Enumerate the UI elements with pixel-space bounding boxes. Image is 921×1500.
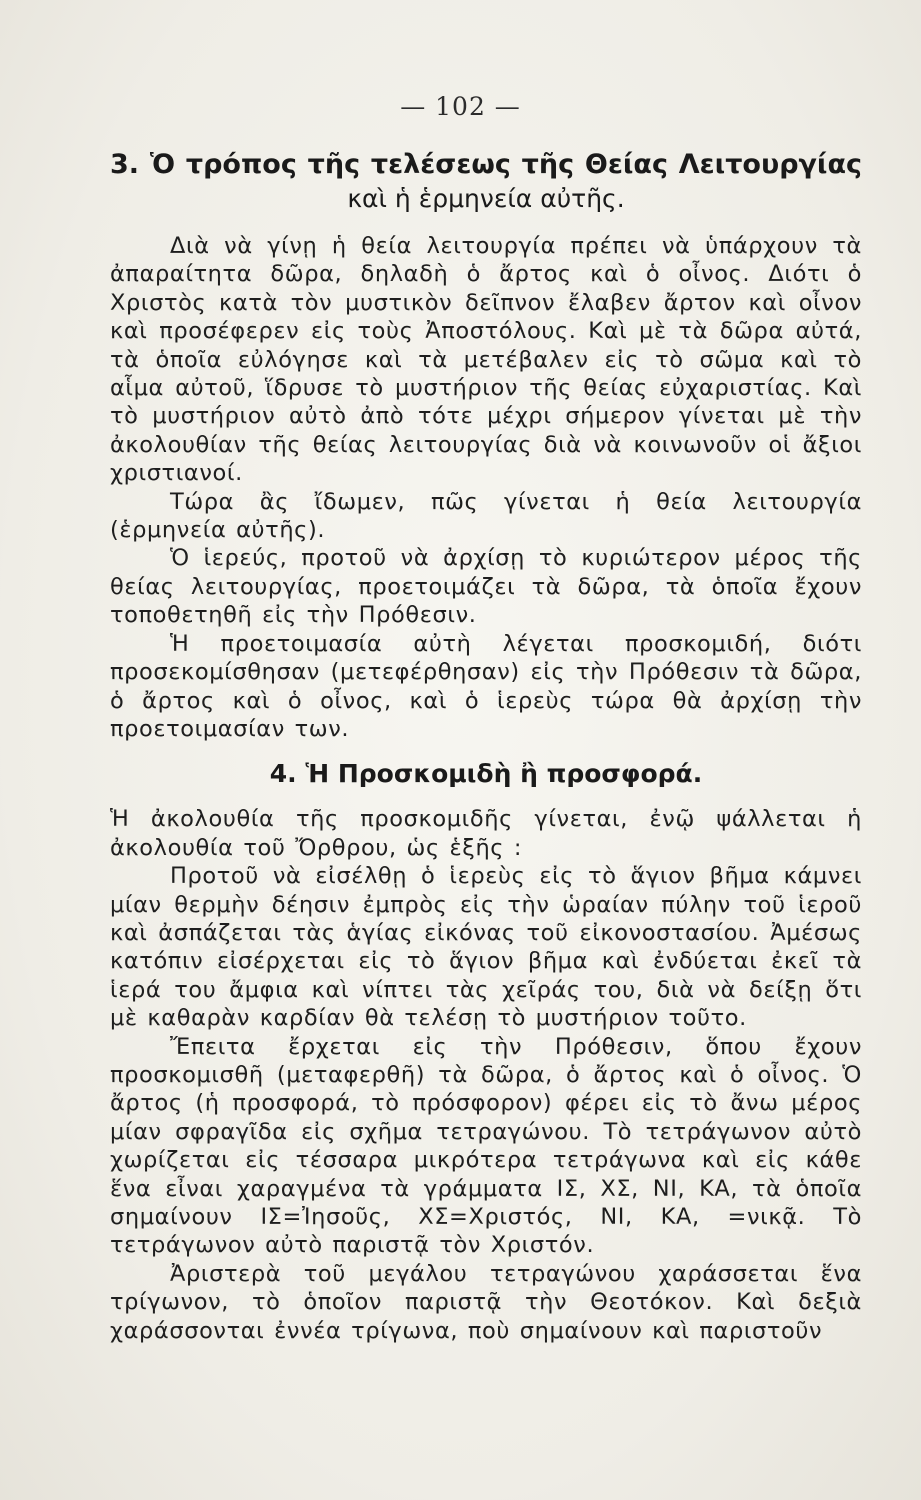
section-4-title: 4. Ἡ Προσκομιδὴ ἢ προσφορά. bbox=[269, 759, 703, 789]
section-3-paragraph-4: Ἡ προετοιμασία αὐτὴ λέγεται προσκομιδή, διότι προσεκομίσθησαν (μετεφέρθησαν) εἰς τὴν Πρόθεσιν τὰ δῶρα, ὁ ἄρτος καὶ ὁ οἶνος, καὶ ὁ ἱερεὺς τώρα θὰ ἀρχίσῃ τὴν προετοιμασίαν των. bbox=[110, 630, 862, 742]
section-3-paragraph-2: Τώρα ἂς ἴδωμεν, πῶς γίνεται ἡ θεία λειτουργία (ἑρμηνεία αὐτῆς). bbox=[110, 488, 862, 544]
section-4-paragraph-1: Ἡ ἀκολουθία τῆς προσκομιδῆς γίνεται, ἐνῷ ψάλλεται ἡ ἀκολουθία τοῦ Ὄρθρου, ὡς ἑξῆς : bbox=[110, 806, 862, 861]
page-number: — 102 — bbox=[400, 92, 521, 121]
section-3-title-line-1: 3. Ὁ τρόπος τῆς τελέσεως τῆς Θείας Λειτουργίας bbox=[110, 149, 862, 180]
section-3-paragraph-1: Διὰ νὰ γίνῃ ἡ θεία λειτουργία πρέπει νὰ ὑπάρχουν τὰ ἀπαραίτητα δῶρα, δηλαδὴ ὁ ἄρτος καὶ ὁ οἶνος. Διότι ὁ Χριστὸς κατὰ τὸν μυστικὸν δεῖπνον ἔλαβεν ἄρτον καὶ οἶνον καὶ προσέφερεν εἰς τοὺς Ἀποστόλους. Καὶ μὲ τὰ δῶρα αὐτά, τὰ ὁποῖα εὐλόγησε καὶ τὰ μετέβαλεν εἰς τὸ σῶμα καὶ τὸ αἷμα αὐτοῦ, ἵδρυσε τὸ μυστήριον τῆς θείας εὐχαριστίας. Καὶ τὸ μυστήριον αὐτὸ ἀπὸ τότε μέχρι σήμερον γίνεται μὲ τὴν ἀκολουθίαν τῆς θείας λειτουργίας διὰ νὰ κοινωνοῦν οἱ ἄξιοι χριστιανοί. bbox=[110, 233, 862, 487]
section-3-title bbox=[110, 148, 862, 216]
section-4-paragraph-2: Προτοῦ νὰ εἰσέλθῃ ὁ ἱερεὺς εἰς τὸ ἅγιον βῆμα κάμνει μίαν θερμὴν δέησιν ἐμπρὸς εἰς τὴν ὡραίαν πύλην τοῦ ἱεροῦ καὶ ἀσπάζεται τὰς ἁγίας εἰκόνας τοῦ εἰκονοστασίου. Ἀμέσως κατόπιν εἰσέρχεται εἰς τὸ ἅγιον βῆμα καὶ ἐνδύεται ἐκεῖ τὰ ἱερά του ἄμφια καὶ νίπτει τὰς χεῖράς του, διὰ νὰ δείξῃ ὅτι μὲ καθαρὰν καρδίαν θὰ τελέσῃ τὸ μυστήριον τοῦτο. bbox=[110, 863, 862, 1032]
section-3-paragraph-3: Ὁ ἱερεύς, προτοῦ νὰ ἀρχίσῃ τὸ κυριώτερον μέρος τῆς θείας λειτουργίας, προετοιμάζει τὰ δῶρα, τὰ ὁποῖα ἔχουν τοποθετηθῆ εἰς τὴν Πρόθεσιν. bbox=[110, 545, 862, 629]
section-4-paragraph-3: Ἔπειτα ἔρχεται εἰς τὴν Πρόθεσιν, ὅπου ἔχουν προσκομισθῆ (μεταφερθῆ) τὰ δῶρα, ὁ ἄρτος καὶ ὁ οἶνος. Ὁ ἄρτος (ἡ προσφορά, τὸ πρόσφορον) φέρει εἰς τὸ ἄνω μέρος μίαν σφραγῖδα εἰς σχῆμα τετραγώνου. Τὸ τετράγωνον αὐτὸ χωρίζεται εἰς τέσσαρα μικρότερα τετράγωνα καὶ εἰς κάθε ἕνα εἶναι χαραγμένα τὰ γράμματα ΙΣ, ΧΣ, ΝΙ, ΚΑ, τὰ ὁποῖα σημαίνουν ΙΣ=Ἰησοῦς, ΧΣ=Χριστός, ΝΙ, ΚΑ, =νικᾷ. Τὸ τετράγωνον αὐτὸ παριστᾷ τὸν Χριστόν. bbox=[110, 1033, 862, 1259]
section-3-title-line-2: καὶ ἡ ἑρμηνεία αὐτῆς. bbox=[347, 184, 625, 213]
page-body bbox=[110, 148, 862, 1345]
section-4-paragraph-4: Ἀριστερὰ τοῦ μεγάλου τετραγώνου χαράσσεται ἕνα τρίγωνον, τὸ ὁποῖον παριστᾷ τὴν Θεοτόκον. Καὶ δεξιὰ χαράσσονται ἐννέα τρίγωνα, ποὺ σημαίνουν καὶ παριστοῦν bbox=[110, 1260, 862, 1344]
